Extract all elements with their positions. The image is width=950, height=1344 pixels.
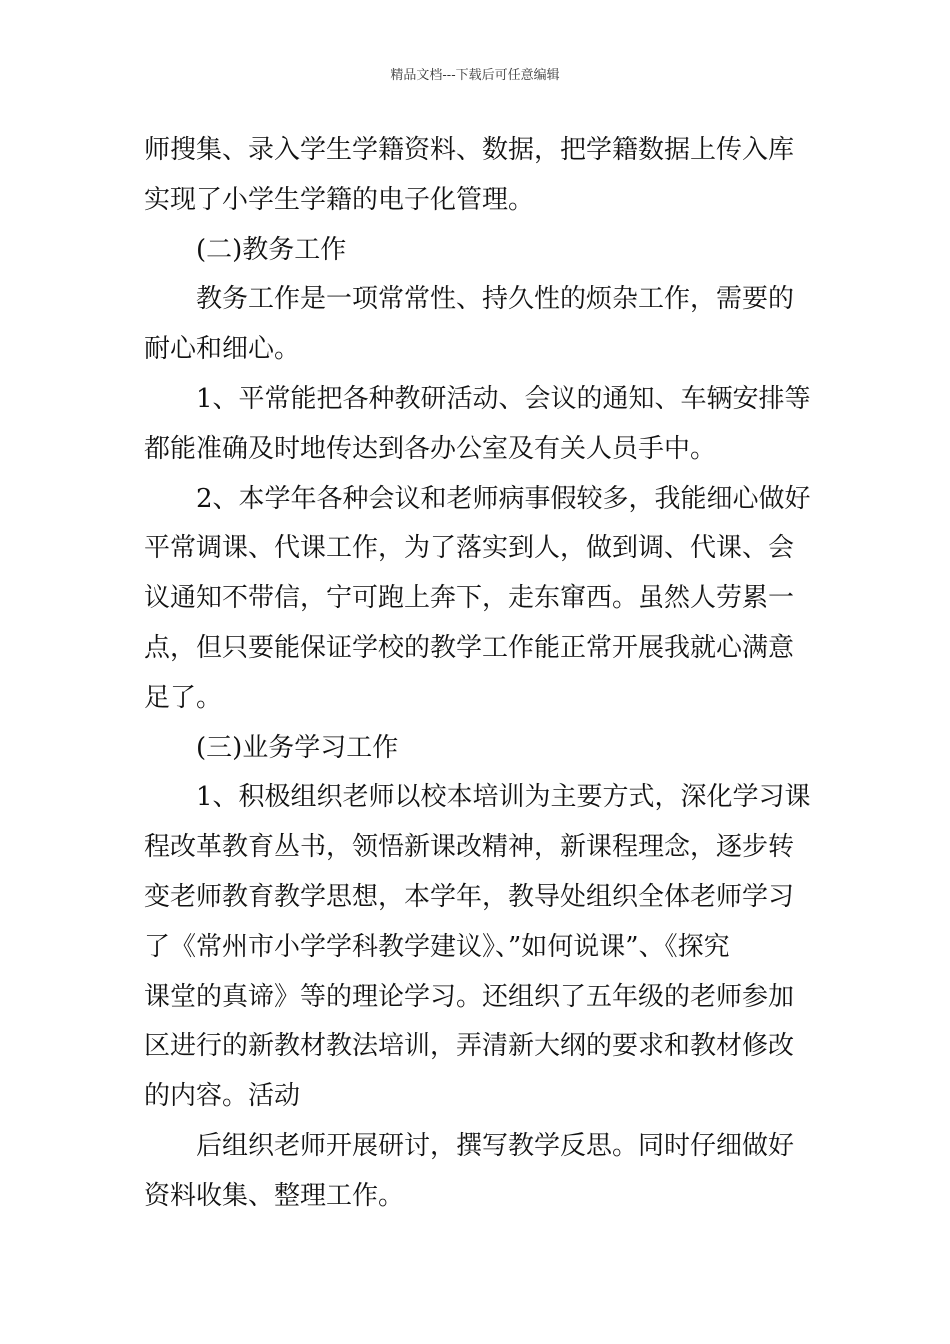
section-heading-yewu: (三)业务学习工作	[196, 732, 399, 763]
text-line: 师搜集、录入学生学籍资料、数据，把学籍数据上传入库	[144, 135, 795, 165]
page-header: 精品文档---下载后可任意编辑	[390, 68, 560, 83]
document-body	[144, 126, 811, 1222]
text-line: 2、本学年各种会议和老师病事假较多，我能细心做好	[196, 483, 811, 514]
text-line: 区进行的新教材教法培训，弄清新大纲的要求和教材修改	[144, 1031, 795, 1062]
text-line: 资料收集、整理工作。	[144, 1180, 405, 1211]
text-line: 程改革教育丛书，领悟新课改精神，新课程理念，逐步转	[144, 832, 795, 863]
text-line: 点，但只要能保证学校的教学工作能正常开展我就心满意	[144, 632, 795, 663]
text-line: 耐心和细心。	[144, 334, 301, 365]
text-line: 足了。	[144, 682, 223, 713]
text-line: 课堂的真谛》等的理论学习。还组织了五年级的老师参加	[144, 981, 795, 1012]
text-line: 的内容。活动	[144, 1081, 301, 1112]
text-line: 实现了小学生学籍的电子化管理。	[144, 184, 535, 215]
text-line: 平常调课、代课工作，为了落实到人，做到调、代课、会	[144, 533, 795, 564]
section-heading-jiaowu: (二)教务工作	[196, 234, 347, 265]
text-line: 1、积极组织老师以校本培训为主要方式，深化学习课	[196, 782, 811, 813]
text-line: 变老师教育教学思想，本学年，教导处组织全体老师学习	[144, 881, 795, 912]
text-line: 都能准确及时地传达到各办公室及有关人员手中。	[144, 433, 717, 464]
text-line: 教务工作是一项常常性、持久性的烦杂工作，需要的	[196, 284, 795, 315]
text-line: 了《常州市小学学科教学建议》、”如何说课”、《探究	[144, 931, 730, 962]
text-line: 1、平常能把各种教研活动、会议的通知、车辆安排等	[196, 383, 811, 414]
text-line: 后组织老师开展研讨，撰写教学反思。同时仔细做好	[196, 1130, 795, 1161]
text-line: 议通知不带信，宁可跑上奔下，走东窜西。虽然人劳累一	[144, 583, 795, 614]
